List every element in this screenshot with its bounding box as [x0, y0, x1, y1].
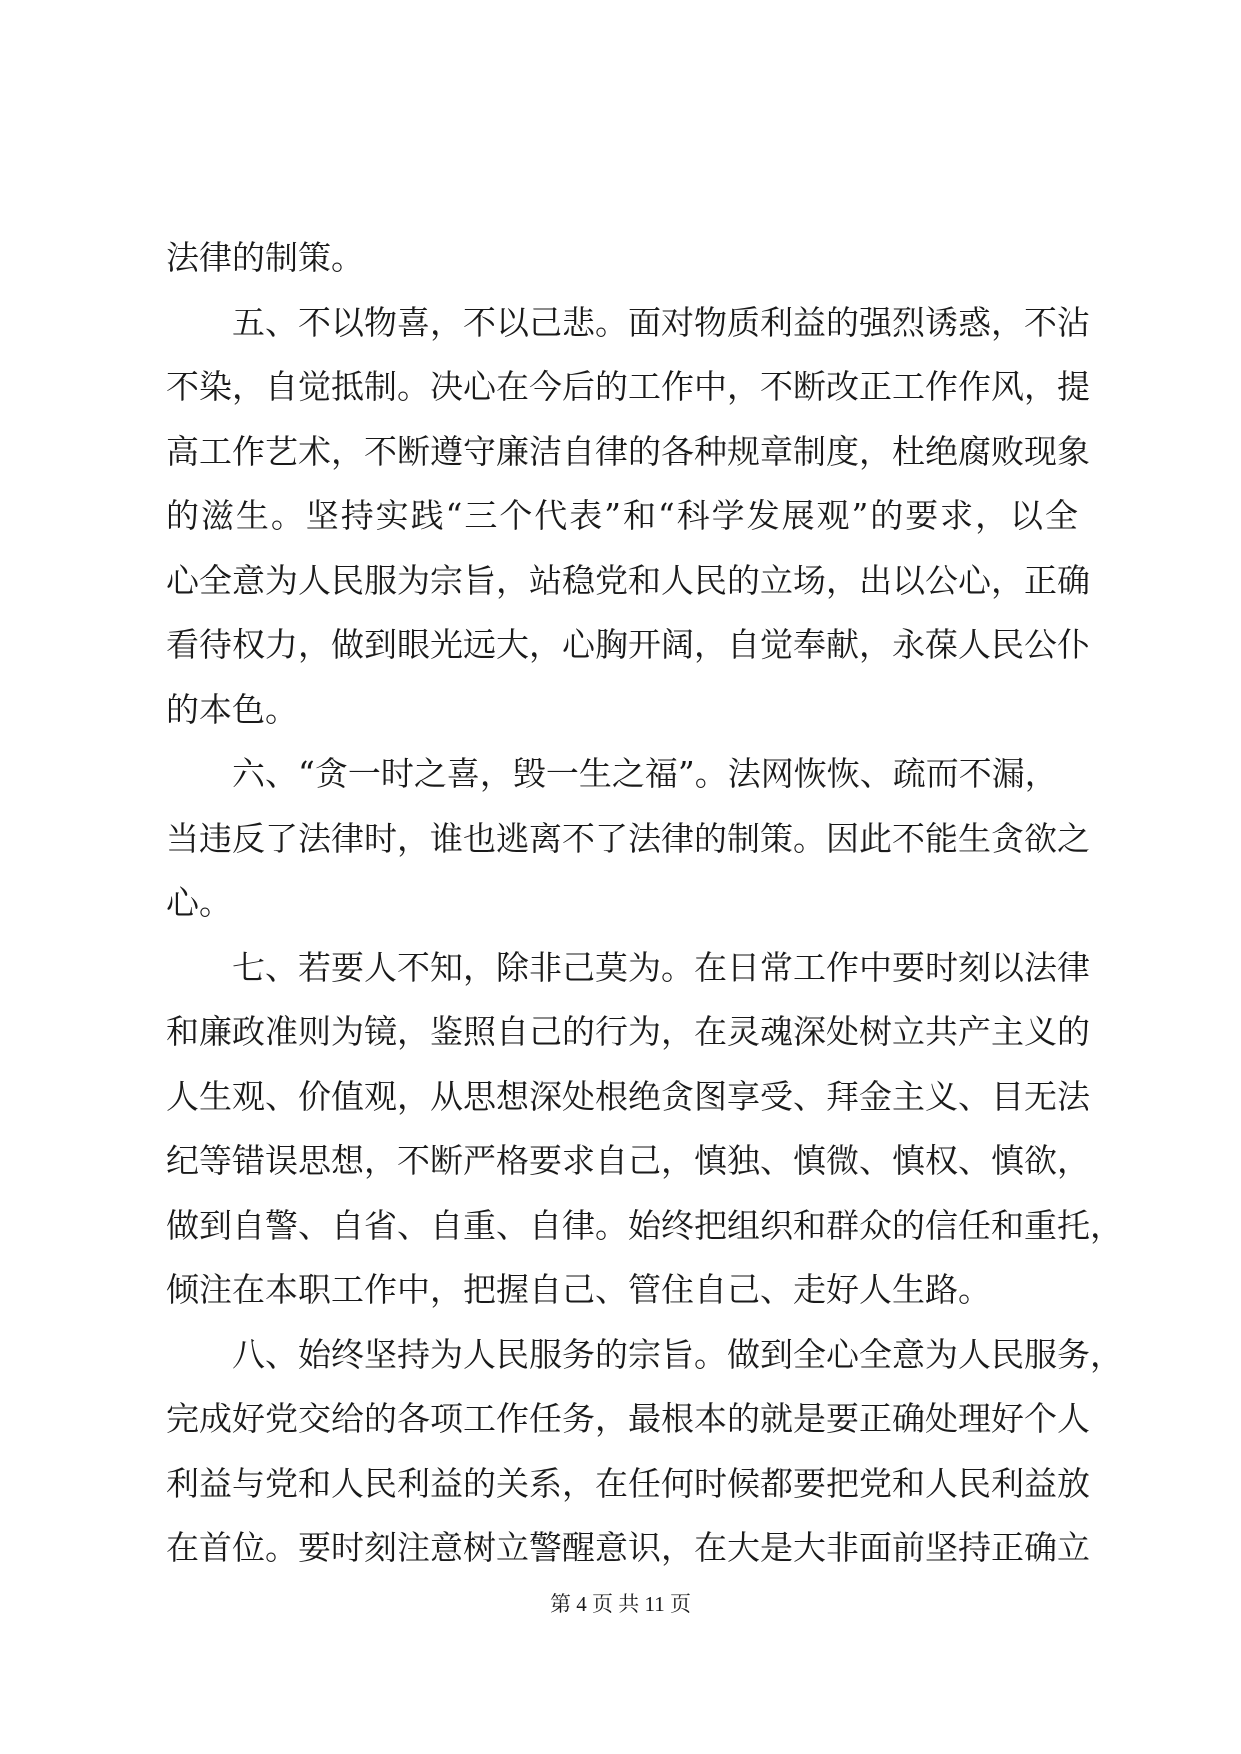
text-line: 心全意为人民服为宗旨，站稳党和人民的立场，出以公心，正确	[166, 560, 1090, 600]
text-line: 六、“贪一时之喜，毁一生之福”。法网恢恢、疏而不漏，	[166, 754, 1058, 793]
text-line: 的滋生。坚持实践“三个代表”和“科学发展观”的要求，以全	[166, 496, 1078, 535]
text-line: 看待权力，做到眼光远大，心胸开阔，自觉奉献，永葆人民公仆	[166, 625, 1090, 664]
text-line: 法律的制策。	[166, 238, 364, 277]
text-line: 不染，自觉抵制。决心在今后的工作中，不断改正工作作风，提	[166, 367, 1090, 406]
text-line: 纪等错误思想，不断严格要求自己，慎独、慎微、慎权、慎欲，	[166, 1141, 1090, 1180]
text-line: 八、始终坚持为人民服务的宗旨。做到全心全意为人民服务，	[166, 1334, 1123, 1374]
text-line: 心。	[166, 883, 232, 922]
text-line: 七、若要人不知，除非己莫为。在日常工作中要时刻以法律	[166, 947, 1090, 987]
body-text	[166, 226, 1123, 1581]
text-line: 做到自警、自省、自重、自律。始终把组织和群众的信任和重托，	[166, 1205, 1123, 1245]
page-footer: 第 4 页 共 11 页	[550, 1592, 691, 1616]
text-line: 利益与党和人民利益的关系，在任何时候都要把党和人民利益放	[166, 1463, 1090, 1503]
text-line: 人生观、价值观，从思想深处根绝贪图享受、拜金主义、目无法	[166, 1076, 1090, 1116]
text-line: 当违反了法律时，谁也逃离不了法律的制策。因此不能生贪欲之	[166, 818, 1090, 858]
text-line: 的本色。	[166, 689, 298, 729]
text-line: 五、不以物喜，不以己悲。面对物质利益的强烈诱惑，不沾	[166, 302, 1090, 342]
text-line: 和廉政准则为镜，鉴照自己的行为，在灵魂深处树立共产主义的	[166, 1012, 1090, 1051]
text-line: 在首位。要时刻注意树立警醒意识，在大是大非面前坚持正确立	[166, 1528, 1090, 1567]
text-line: 倾注在本职工作中，把握自己、管住自己、走好人生路。	[166, 1270, 991, 1309]
text-line: 高工作艺术，不断遵守廉洁自律的各种规章制度，杜绝腐败现象	[166, 431, 1090, 471]
text-line: 完成好党交给的各项工作任务，最根本的就是要正确处理好个人	[166, 1399, 1090, 1438]
